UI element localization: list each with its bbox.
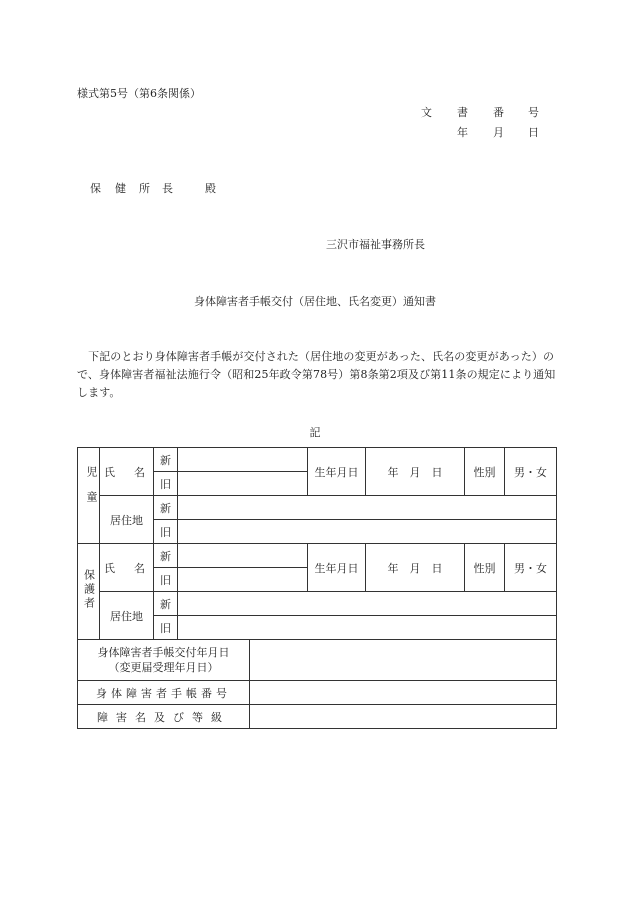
guardian-residence-new-row [78, 592, 557, 616]
guardian-residence-new-marker: 新 [154, 592, 178, 616]
child-sex-label: 性別 [465, 448, 505, 496]
guardian-sex-label: 性別 [465, 544, 505, 592]
guardian-birthdate-field[interactable]: 年 月 日 [366, 544, 465, 592]
guardian-residence-old-marker: 旧 [154, 616, 178, 640]
child-sex-field[interactable]: 男・女 [505, 448, 557, 496]
addressee-char-3: 所 [139, 182, 150, 195]
child-name-new-marker: 新 [154, 448, 178, 472]
child-birthdate-field[interactable]: 年 月 日 [366, 448, 465, 496]
child-name-old-field[interactable] [178, 472, 308, 496]
notification-table [77, 447, 557, 729]
disability-field[interactable] [250, 705, 557, 729]
guardian-residence-new-field[interactable] [178, 592, 557, 616]
guardian-name-old-field[interactable] [178, 568, 308, 592]
child-residence-new-field[interactable] [178, 496, 557, 520]
guardian-name-new-marker: 新 [154, 544, 178, 568]
child-name-old-marker: 旧 [154, 472, 178, 496]
child-residence-old-field[interactable] [178, 520, 557, 544]
addressee-char-4: 長 [162, 182, 173, 195]
guardian-name-new-field[interactable] [178, 544, 308, 568]
sender: 三沢市福祉事務所長 [326, 238, 425, 251]
issue-date-label-main: 身体障害者手帳交付年月日 [97, 646, 230, 659]
guardian-residence-old-field[interactable] [178, 616, 557, 640]
child-label-text: 児童 [85, 465, 98, 516]
guardian-name-new-row [78, 544, 557, 568]
disability-row [78, 705, 557, 729]
ki-label: 記 [309, 426, 321, 439]
guardian-label-text: 保護者 [82, 569, 96, 611]
child-name-label: 氏 名 [100, 448, 154, 496]
guardian-sex-field[interactable]: 男・女 [505, 544, 557, 592]
issue-date-row [78, 640, 557, 681]
doc-number-char-1: 文 [421, 106, 432, 119]
handbook-number-row [78, 681, 557, 705]
guardian-name-label: 氏 名 [100, 544, 154, 592]
child-residence-label: 居住地 [100, 496, 154, 544]
issue-date-label [78, 640, 250, 681]
child-residence-new-marker: 新 [154, 496, 178, 520]
guardian-label [78, 544, 100, 640]
handbook-number-field[interactable] [250, 681, 557, 705]
date-year: 年 [457, 126, 468, 139]
doc-number-char-4: 号 [528, 106, 539, 119]
child-birthdate-label: 生年月日 [308, 448, 366, 496]
child-residence-new-row [78, 496, 557, 520]
guardian-birthdate-label: 生年月日 [308, 544, 366, 592]
child-residence-old-marker: 旧 [154, 520, 178, 544]
guardian-residence-label: 居住地 [100, 592, 154, 640]
addressee-char-1: 保 [90, 182, 101, 195]
issue-date-label-sub: （変更届受理年月日） [108, 661, 219, 674]
date-day: 日 [528, 126, 539, 139]
doc-number-char-2: 書 [457, 106, 468, 119]
handbook-number-label: 身体障害者手帳番号 [78, 681, 250, 705]
child-name-new-row [78, 448, 557, 472]
form-number: 様式第5号（第6条関係） [77, 87, 201, 100]
child-label [78, 448, 100, 544]
document-title: 身体障害者手帳交付（居住地、氏名変更）通知書 [194, 295, 436, 308]
body-paragraph: 下記のとおり身体障害者手帳が交付された（居住地の変更があった、氏名の変更があった）ので、身体障害者福祉法施行令（昭和25年政令第78号）第8条第2項及び第11条の規定により通知します。 [77, 350, 556, 399]
disability-label: 障害名及び等級 [78, 705, 250, 729]
date-month: 月 [493, 126, 504, 139]
doc-number-char-3: 番 [493, 106, 504, 119]
body-text [77, 348, 557, 402]
addressee-char-2: 健 [115, 182, 126, 195]
issue-date-field[interactable] [250, 640, 557, 681]
addressee-honorific: 殿 [205, 182, 216, 195]
child-name-new-field[interactable] [178, 448, 308, 472]
guardian-name-old-marker: 旧 [154, 568, 178, 592]
